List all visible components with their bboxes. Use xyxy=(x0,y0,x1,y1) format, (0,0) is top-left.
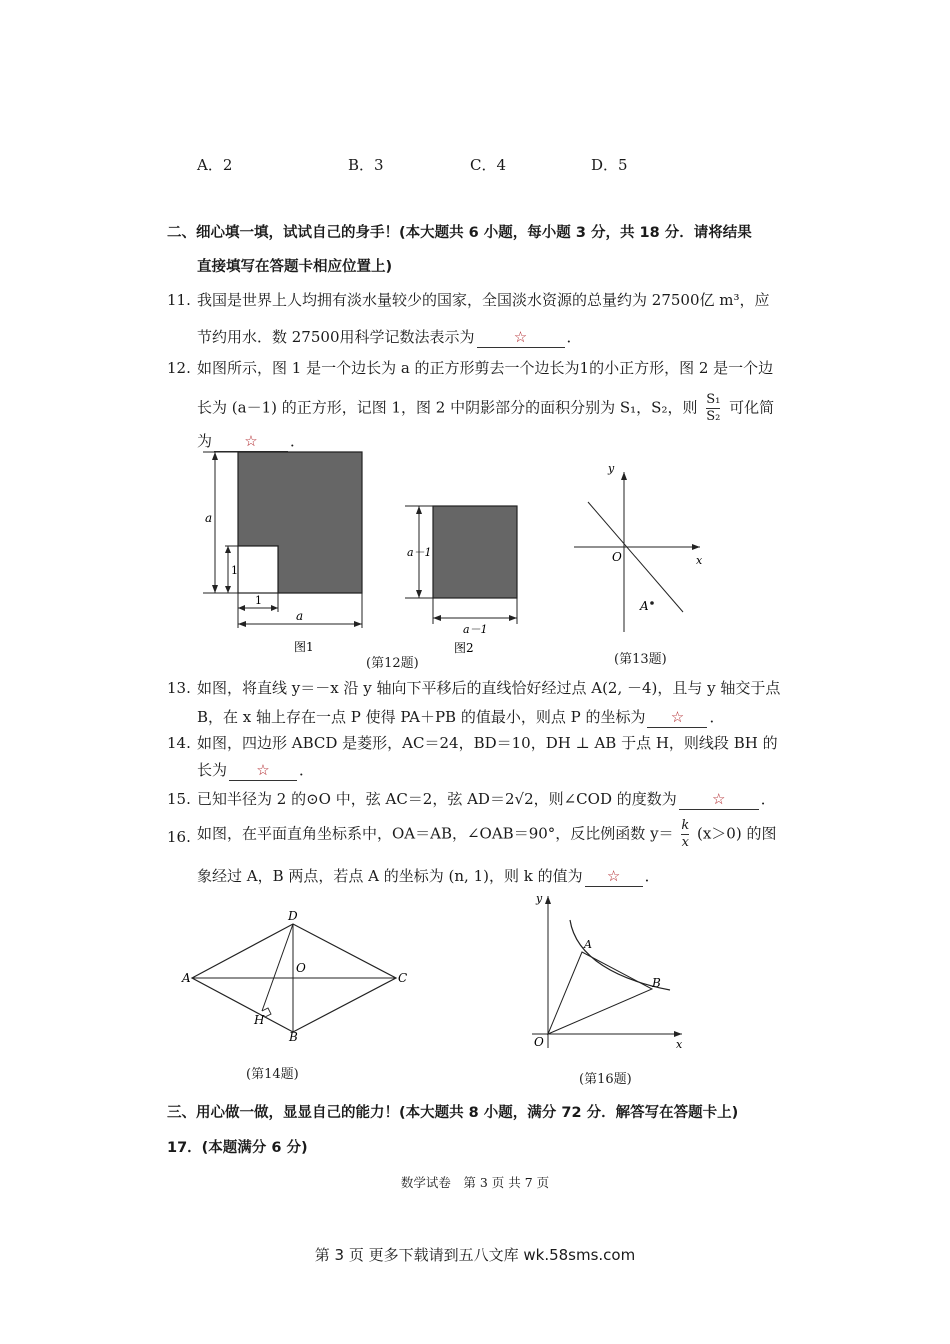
q17-heading: 17．(本题满分 6 分) xyxy=(167,1140,308,1156)
q11-number: 11. xyxy=(167,291,191,309)
q13-answer-blank: ☆ xyxy=(647,707,707,728)
q16-line2-text: 象经过 A，B 两点，若点 A 的坐标为 (n, 1)，则 k 的值为 xyxy=(197,867,583,885)
fig16-label-o: O xyxy=(534,1035,544,1049)
option-b: B．3 xyxy=(348,156,384,174)
q16-frac-den: x xyxy=(681,835,689,850)
fig13-caption: (第13题) xyxy=(614,652,667,667)
q15-answer-blank: ☆ xyxy=(679,789,759,810)
q12-number: 12. xyxy=(167,359,191,377)
fig16-label-b: B xyxy=(652,976,661,990)
q13-end: ． xyxy=(709,708,725,726)
option-c: C．4 xyxy=(470,156,507,174)
fig13-line xyxy=(588,502,683,612)
fig1-label-a-left: a xyxy=(205,511,213,525)
fig14-label-c: C xyxy=(398,971,408,985)
fig16-x-arrow xyxy=(674,1031,682,1037)
q16-line1 xyxy=(197,818,776,851)
q13-line1: 如图，将直线 y＝－x 沿 y 轴向下平移后的直线恰好经过点 A(2, －4)，且与 y 轴交于点 xyxy=(197,679,781,697)
fig13-label-y: y xyxy=(608,462,615,475)
q14-line1: 如图，四边形 ABCD 是菱形，AC＝24，BD＝10，DH ⊥ AB 于点 H，则线段 BH 的 xyxy=(197,734,778,752)
fig14-label-b: B xyxy=(289,1030,298,1044)
section3-heading: 三、用心做一做，显显自己的能力！(本大题共 8 小题，满分 72 分．解答写在答题卡上) xyxy=(167,1105,739,1121)
fig2-caption: 图2 xyxy=(454,641,474,655)
q12-line1: 如图所示，图 1 是一个边长为 a 的正方形剪去一个边长为1的小正方形，图 2 是一个边 xyxy=(197,359,774,377)
footer-download-link[interactable]: 第 3 页 更多下载请到五八文库 wk.58sms.com xyxy=(314,1246,636,1264)
q11-line1: 我国是世界上人均拥有淡水量较少的国家，全国淡水资源的总量约为 27500亿 m³，应 xyxy=(197,291,770,309)
q16-answer-blank: ☆ xyxy=(585,866,643,887)
q13-number: 13. xyxy=(167,679,191,697)
q15-text: 已知半径为 2 的⊙O 中，弦 AC＝2，弦 AD＝2√2，则∠COD 的度数为 xyxy=(197,790,677,808)
fig12-caption: (第12题) xyxy=(366,656,419,671)
q16-line2-end: ． xyxy=(644,867,660,885)
q11-answer-blank: ☆ xyxy=(477,327,565,348)
q12-answer-blank: ☆ xyxy=(214,431,288,452)
option-a: A．2 xyxy=(197,156,233,174)
q16-fraction xyxy=(681,818,689,851)
section2-heading-line2: 直接填写在答题卡相应位置上) xyxy=(197,259,393,275)
fig16-label-a: A xyxy=(584,938,592,951)
q16-text: 如图，在平面直角坐标系中，OA＝AB，∠OAB＝90°，反比例函数 y＝ xyxy=(197,824,674,843)
fig14-label-o: O xyxy=(296,961,306,975)
fig1-caption: 图1 xyxy=(294,640,314,654)
q16-text-end: (x＞0) 的图 xyxy=(697,824,777,843)
q14-answer-blank: ☆ xyxy=(229,760,297,781)
fig13-label-x: x xyxy=(696,554,703,567)
q16-number: 16. xyxy=(167,828,191,846)
q11-end: ． xyxy=(566,328,582,346)
q14-end: ． xyxy=(299,761,315,779)
fig16-y-arrow xyxy=(545,896,551,904)
fig14-label-d: D xyxy=(288,909,298,923)
fig2-shaded-square xyxy=(433,506,517,598)
q16-line2 xyxy=(197,866,660,887)
section2-heading-line1: 二、细心填一填，试试自己的身手！(本大题共 6 小题，每小题 3 分，共 18 分．请将结果 xyxy=(167,225,752,241)
option-d: D．5 xyxy=(591,156,628,174)
figure-16 xyxy=(528,888,698,1054)
q15-end: ． xyxy=(760,790,776,808)
fig14-segment-dh xyxy=(262,924,293,1011)
q13-text: B，在 x 轴上存在一点 P 使得 PA＋PB 的值最小，则点 P 的坐标为 xyxy=(197,708,646,726)
q15-number: 15. xyxy=(167,790,191,808)
q11-line2 xyxy=(197,327,582,348)
q12-line2 xyxy=(197,392,774,425)
fig2-label-vertical: a－1 xyxy=(407,546,432,559)
q11-text: 节约用水．数 27500用科学记数法表示为 xyxy=(197,328,475,346)
fig13-point-a xyxy=(650,601,654,605)
fig13-label-a: A xyxy=(640,599,649,613)
q14-line2 xyxy=(197,760,314,781)
q12-frac-num: S₁ xyxy=(706,392,721,407)
fig2-label-horizontal: a－1 xyxy=(463,623,488,636)
fig14-label-h: H xyxy=(254,1013,265,1027)
fig1-label-1-vertical: 1 xyxy=(231,564,238,577)
q12-line3-end: ． xyxy=(290,432,306,450)
figure-13 xyxy=(568,462,718,642)
fig1-label-1-horizontal: 1 xyxy=(255,594,262,607)
q13-line2 xyxy=(197,707,725,728)
footer-page-number: 数学试卷 第 3 页 共 7 页 xyxy=(400,1175,550,1190)
fig14-label-a: A xyxy=(182,971,191,985)
q12-text: 长为 (a－1) 的正方形，记图 1，图 2 中阴影部分的面积分别为 S₁，S₂，则 xyxy=(197,398,698,417)
q14-text: 长为 xyxy=(197,761,228,779)
fig13-x-arrow xyxy=(692,544,700,550)
fig16-caption: (第16题) xyxy=(579,1072,632,1087)
figure-12 xyxy=(195,446,535,668)
q16-frac-num: k xyxy=(681,818,690,833)
q14-number: 14. xyxy=(167,734,191,752)
q12-line3-text: 为 xyxy=(197,432,213,450)
q12-frac-den: S₂ xyxy=(706,409,721,424)
fig14-caption: (第14题) xyxy=(246,1067,299,1082)
figure-14 xyxy=(178,908,418,1044)
fig1-label-a-bottom: a xyxy=(296,609,304,623)
fig16-label-x: x xyxy=(676,1038,683,1051)
fig1-small-square xyxy=(238,546,278,593)
fig16-label-y: y xyxy=(536,892,543,905)
fig13-label-o: O xyxy=(612,550,622,564)
q12-fraction xyxy=(706,392,720,425)
q15-line xyxy=(197,789,776,810)
q12-text-end: 可化简 xyxy=(729,398,775,417)
fig13-y-arrow xyxy=(621,472,627,480)
